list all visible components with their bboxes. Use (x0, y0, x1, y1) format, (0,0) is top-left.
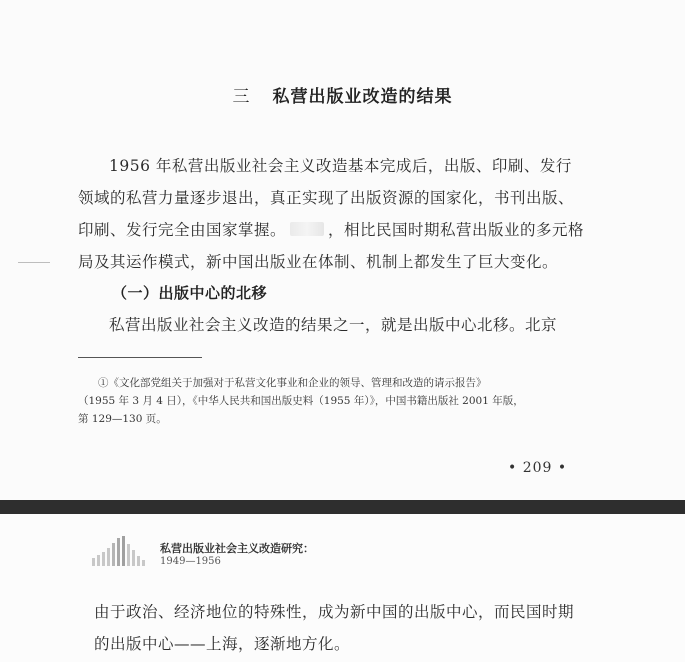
paragraph-line: 由于政治、经济地位的特殊性，成为新中国的出版中心，而民国时期 (94, 603, 575, 621)
paragraph-line: 局及其运作模式，新中国出版业在体制、机制上都发生了巨大变化。 (78, 253, 559, 271)
intro-paragraph (78, 150, 598, 278)
footnote-line: （1955 年 3 月 4 日），《中华人民共和国出版史料（1955 年）》，中国书籍出版社 2001 年版， (78, 395, 524, 407)
paragraph-line: 1956 年私营出版业社会主义改造基本完成后，出版、印刷、发行 (109, 157, 572, 175)
margin-mark (18, 262, 50, 263)
footnote-line: ①《文化部党组关于加强对于私营文化事业和企业的领导、管理和改造的请示报告》 (98, 377, 487, 389)
paragraph-line: 私营出版业社会主义改造的结果之一，就是出版中心北移。北京 (109, 316, 558, 334)
footnote (78, 374, 608, 428)
paragraph-line-with-mark (78, 214, 598, 246)
paragraph-line: 的出版中心——上海，逐渐地方化。 (94, 635, 351, 653)
section-number: 三 (232, 87, 251, 107)
continuation-paragraph (94, 596, 614, 660)
footnote-rule (78, 357, 202, 358)
paragraph-line-part: ，相比民国时期私营出版业的多元格 (328, 221, 585, 239)
section-title-text: 私营出版业改造的结果 (272, 87, 453, 107)
paragraph-line-part: 印刷、发行完全由国家掌握。 (78, 221, 287, 239)
paragraph-line: 领域的私营力量逐步退出，真正实现了出版资源的国家化，书刊出版、 (78, 189, 575, 207)
subheading: （一）出版中心的北移 (112, 284, 268, 302)
subsection-paragraph (78, 309, 598, 341)
section-title (0, 82, 685, 107)
footnote-line: 第 129—130 页。 (78, 413, 167, 425)
blurred-footnote-mark (290, 222, 324, 236)
page-divider (0, 500, 685, 514)
running-header-title: 私营出版业社会主义改造研究： (160, 542, 314, 555)
header-bars-icon (92, 536, 154, 566)
page-number: • 209 • (508, 460, 568, 476)
running-header-years: 1949—1956 (160, 556, 221, 567)
page-210 (0, 514, 685, 662)
